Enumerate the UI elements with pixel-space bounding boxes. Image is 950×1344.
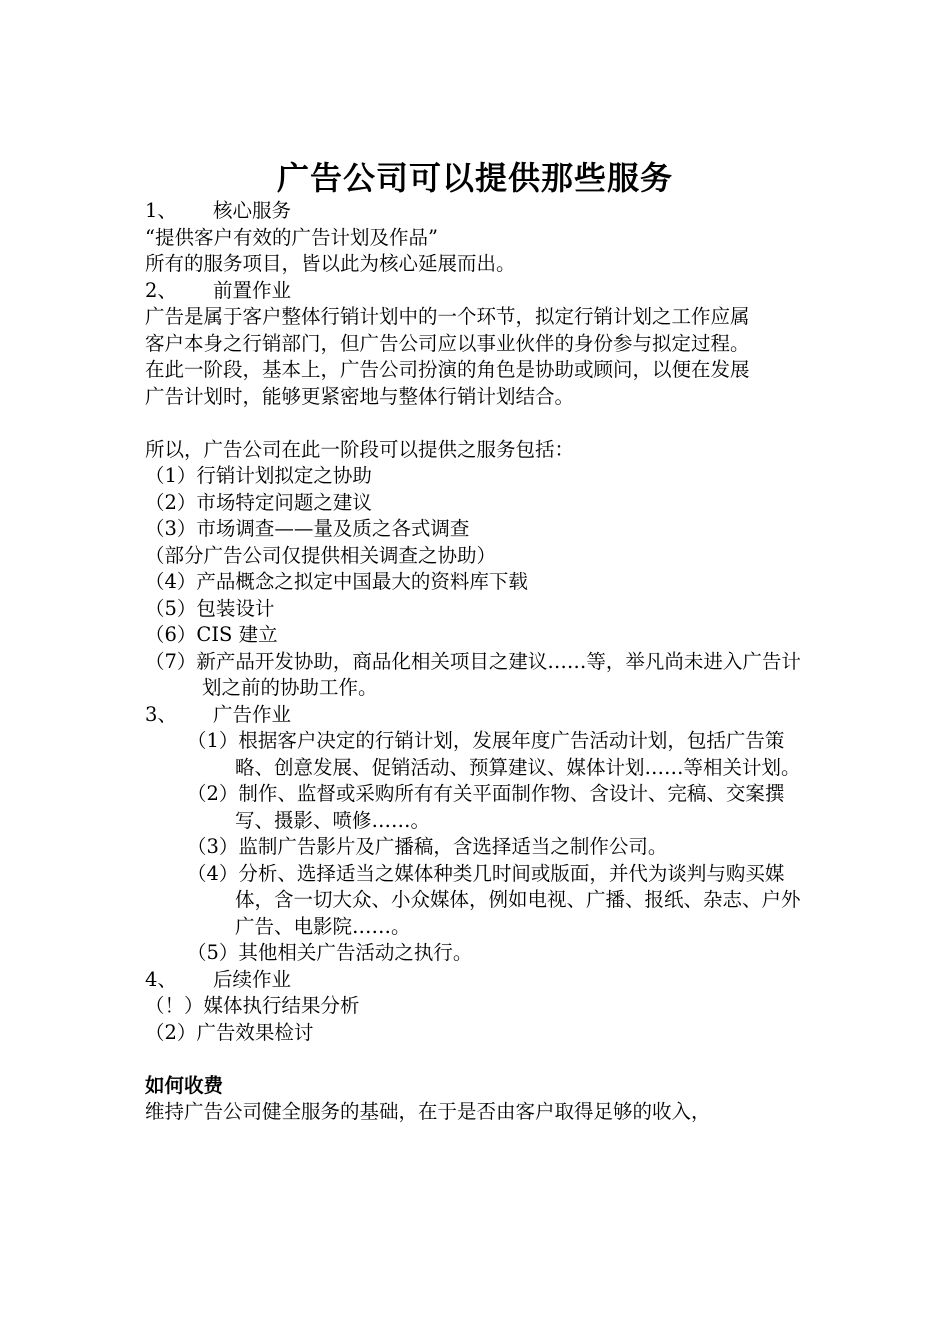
paragraph-line: 维持广告公司健全服务的基础，在于是否由客户取得足够的收入， <box>145 1100 711 1123</box>
section-2-heading <box>145 278 810 305</box>
section-title: 后续作业 <box>213 967 292 991</box>
paragraph-line: 广告计划时，能够更紧密地与整体行销计划结合。 <box>145 384 575 408</box>
blank-line <box>145 410 810 437</box>
section-title: 广告作业 <box>213 702 292 726</box>
fees-heading: 如何收费 <box>145 1073 224 1097</box>
section-title: 核心服务 <box>213 199 292 222</box>
list-item: （3）监制广告影片及广播稿，含选择适当之制作公司。 <box>187 835 668 858</box>
list-item: （3）市场调查——量及质之各式调查 <box>145 517 470 540</box>
list-item: （！）媒体执行结果分析 <box>145 994 360 1017</box>
section-number: 3、 <box>145 702 177 726</box>
paragraph-line: “提供客户有效的广告计划及作品” <box>145 225 438 249</box>
list-item: （7）新产品开发协助，商品化相关项目之建议……等，举凡尚未进入广告计划之前的协助工作。 <box>145 649 801 699</box>
section-number: 1、 <box>145 199 177 222</box>
paragraph-line: 在此一阶段，基本上，广告公司扮演的角色是协助或顾问，以便在发展 <box>145 358 750 381</box>
paragraph-line: 广告是属于客户整体行销计划中的一个环节，拟定行销计划之工作应属 <box>145 305 750 328</box>
list-item: （4）产品概念之拟定中国最大的资料库下载 <box>145 570 528 593</box>
section-title: 前置作业 <box>213 278 292 302</box>
list-item: （2）市场特定问题之建议 <box>145 490 372 514</box>
paragraph-line: 所以，广告公司在此一阶段可以提供之服务包括： <box>145 437 575 461</box>
list-item: （5）包装设计 <box>145 596 275 620</box>
list-item: （5）其他相关广告活动之执行。 <box>187 941 473 964</box>
list-item: （1）行销计划拟定之协助 <box>145 464 372 487</box>
list-item: （1）根据客户决定的行销计划，发展年度广告活动计划，包括广告策略、创意发展、促销活动、预算建议、媒体计划……等相关计划。 <box>187 729 801 779</box>
paragraph-line: 客户本身之行销部门，但广告公司应以事业伙伴的身份参与拟定过程。 <box>145 331 750 355</box>
paragraph-line: 所有的服务项目，皆以此为核心延展而出。 <box>145 252 516 275</box>
list-item: （2）广告效果检讨 <box>145 1020 314 1044</box>
document-body <box>145 198 810 1126</box>
page-title: 广告公司可以提供那些服务 <box>276 159 673 197</box>
list-item: （4）分析、选择适当之媒体种类几时间或版面，并代为谈判与购买媒体，含一切大众、小众媒体，例如电视、广播、报纸、杂志、户外广告、电影院……。 <box>187 861 801 938</box>
list-item: （部分广告公司仅提供相关调查之协助） <box>145 543 497 567</box>
blank-line <box>145 1046 810 1073</box>
section-3-heading <box>145 702 810 729</box>
list-item: （6）CIS 建立 <box>145 623 278 646</box>
section-4-heading <box>145 967 810 994</box>
section-1-heading <box>145 198 810 225</box>
list-item: （2）制作、监督或采购所有有关平面制作物、含设计、完稿、交案撰写、摄影、喷修……。 <box>187 782 785 832</box>
section-number: 2、 <box>145 278 177 302</box>
section-number: 4、 <box>145 967 177 991</box>
